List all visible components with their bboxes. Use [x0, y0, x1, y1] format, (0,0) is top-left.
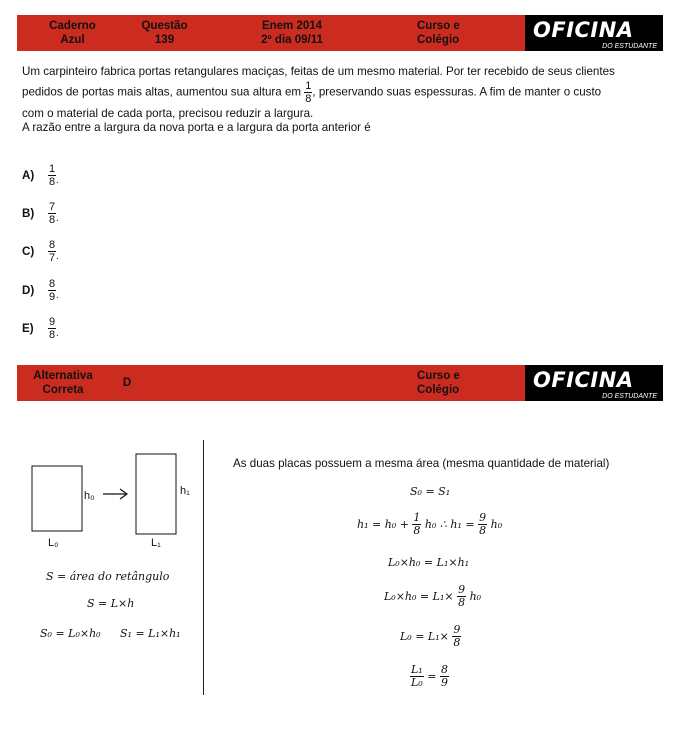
- logo-word: OFICINA: [533, 368, 634, 392]
- question-line-1: Um carpinteiro fabrica portas retangulares maciças, feitas de um mesmo material. Por ter recebido de seus clientes: [22, 65, 615, 78]
- option-num: 9: [49, 316, 56, 328]
- fraction-num: 1: [413, 511, 421, 524]
- fraction-num: 9: [479, 511, 487, 524]
- fraction-den: L₀: [411, 676, 423, 689]
- area-formula: S = L×h: [87, 597, 135, 610]
- exam-label: Enem 2014: [261, 20, 323, 32]
- equation-2-fraction-2: [478, 512, 487, 537]
- option-dot: .: [56, 213, 59, 224]
- option-label: A): [22, 169, 35, 182]
- logo-subtitle: DO ESTUDANTE: [602, 43, 657, 50]
- area-definition: S = área do retângulo: [46, 570, 170, 583]
- option-den: 8: [49, 214, 56, 226]
- equation-6-fraction-2: [440, 664, 449, 689]
- fraction-num: L₁: [411, 663, 423, 676]
- caderno-value: Azul: [60, 34, 85, 46]
- fraction-den: 8: [413, 524, 421, 537]
- fraction-den: 8: [453, 636, 461, 649]
- answer-label-line1: Alternativa: [33, 370, 93, 382]
- option-den: 8: [49, 176, 56, 188]
- fraction-num: 8: [440, 663, 448, 676]
- answer-label-line2: Correta: [42, 384, 84, 396]
- equation-2-part-b: h₀ ∴ h₁ =: [424, 518, 475, 531]
- answer-value: D: [122, 377, 132, 389]
- option-num: 8: [49, 239, 56, 251]
- question-line-2: [22, 80, 601, 105]
- option-dot: .: [56, 328, 59, 339]
- equation-4: [384, 584, 481, 609]
- questao-cell: [127, 19, 202, 47]
- question-line-4: A razão entre a largura da nova porta e a largura da porta anterior é: [22, 121, 371, 134]
- fraction-den: 8: [458, 596, 466, 609]
- answer-curso-cell: [417, 369, 497, 397]
- option-fraction: [48, 163, 56, 188]
- equation-2-part-a: h₁ = h₀ +: [357, 518, 409, 531]
- curso-cell: [417, 19, 497, 47]
- equation-1: S₀ = S₁: [410, 485, 451, 498]
- option-den: 9: [49, 291, 56, 303]
- caderno-label: Caderno: [49, 20, 96, 32]
- option-den: 7: [49, 252, 56, 264]
- option-fraction: [48, 201, 56, 226]
- questao-value: 139: [154, 34, 175, 46]
- answer-bar: [17, 365, 663, 401]
- logo-word: OFICINA: [533, 18, 634, 42]
- question-fraction-num: 1: [305, 80, 312, 92]
- equation-5-part-a: L₀ = L₁×: [400, 630, 449, 643]
- exam-value: 2º dia 09/11: [261, 34, 323, 46]
- option-fraction: [48, 316, 56, 341]
- question-line-3: com o material de cada porta, precisou reduzir a largura.: [22, 107, 314, 120]
- vertical-divider: [203, 440, 204, 695]
- equation-4-fraction: [457, 584, 466, 609]
- question-line-2-after: , preservando suas espessuras. A fim de manter o custo: [312, 85, 602, 99]
- equation-5: [400, 624, 461, 649]
- caderno-cell: [35, 19, 110, 47]
- area-s0: S₀ = L₀×h₀: [40, 627, 101, 640]
- rectangle-new: [136, 454, 176, 534]
- header-bar: [17, 15, 663, 51]
- equals-sign: =: [427, 670, 437, 683]
- equation-5-fraction: [452, 624, 461, 649]
- option-num: 7: [49, 201, 56, 213]
- equation-6-fraction-1: [410, 664, 424, 689]
- logo-subtitle: DO ESTUDANTE: [602, 393, 657, 400]
- curso-line2: Colégio: [417, 34, 460, 46]
- equation-2-part-c: h₀: [490, 518, 503, 531]
- questao-label: Questão: [141, 20, 188, 32]
- option-label: D): [22, 284, 35, 297]
- option-den: 8: [49, 329, 56, 341]
- question-fraction-den: 8: [305, 93, 312, 105]
- exam-cell: [242, 19, 342, 47]
- option-label: B): [22, 207, 35, 220]
- answer-curso-line1: Curso e: [417, 370, 460, 382]
- equation-2-fraction-1: [412, 512, 421, 537]
- answer-curso-line2: Colégio: [417, 384, 460, 396]
- oficina-logo: [525, 365, 663, 401]
- label-l1: L₁: [151, 537, 161, 549]
- option-dot: .: [56, 175, 59, 186]
- label-h0: h₀: [84, 490, 95, 502]
- label-h1: h₁: [180, 485, 190, 497]
- oficina-logo: [525, 15, 663, 51]
- equation-4-part-b: h₀: [469, 590, 482, 603]
- option-label: E): [22, 322, 34, 335]
- option-num: 1: [49, 163, 56, 175]
- label-l0: L₀: [48, 537, 59, 549]
- equation-2: [357, 512, 502, 537]
- area-s1: S₁ = L₁×h₁: [120, 627, 181, 640]
- equation-4-part-a: L₀×h₀ = L₁×: [384, 590, 454, 603]
- option-fraction: [48, 239, 56, 264]
- answer-label-cell: [23, 369, 103, 397]
- option-fraction: [48, 278, 56, 303]
- fraction-den: 9: [440, 676, 448, 689]
- fraction-num: 9: [453, 623, 461, 636]
- option-dot: .: [56, 290, 59, 301]
- option-label: C): [22, 245, 35, 258]
- fraction-den: 8: [479, 524, 487, 537]
- option-dot: .: [56, 251, 59, 262]
- curso-line1: Curso e: [417, 20, 460, 32]
- equation-3: L₀×h₀ = L₁×h₁: [388, 556, 470, 569]
- solution-intro: As duas placas possuem a mesma área (mesma quantidade de material): [233, 457, 610, 470]
- fraction-num: 9: [458, 583, 466, 596]
- option-num: 8: [49, 278, 56, 290]
- equation-6: [410, 664, 449, 689]
- question-line-2-before: pedidos de portas mais altas, aumentou sua altura em: [22, 85, 302, 99]
- rectangle-original: [32, 466, 82, 531]
